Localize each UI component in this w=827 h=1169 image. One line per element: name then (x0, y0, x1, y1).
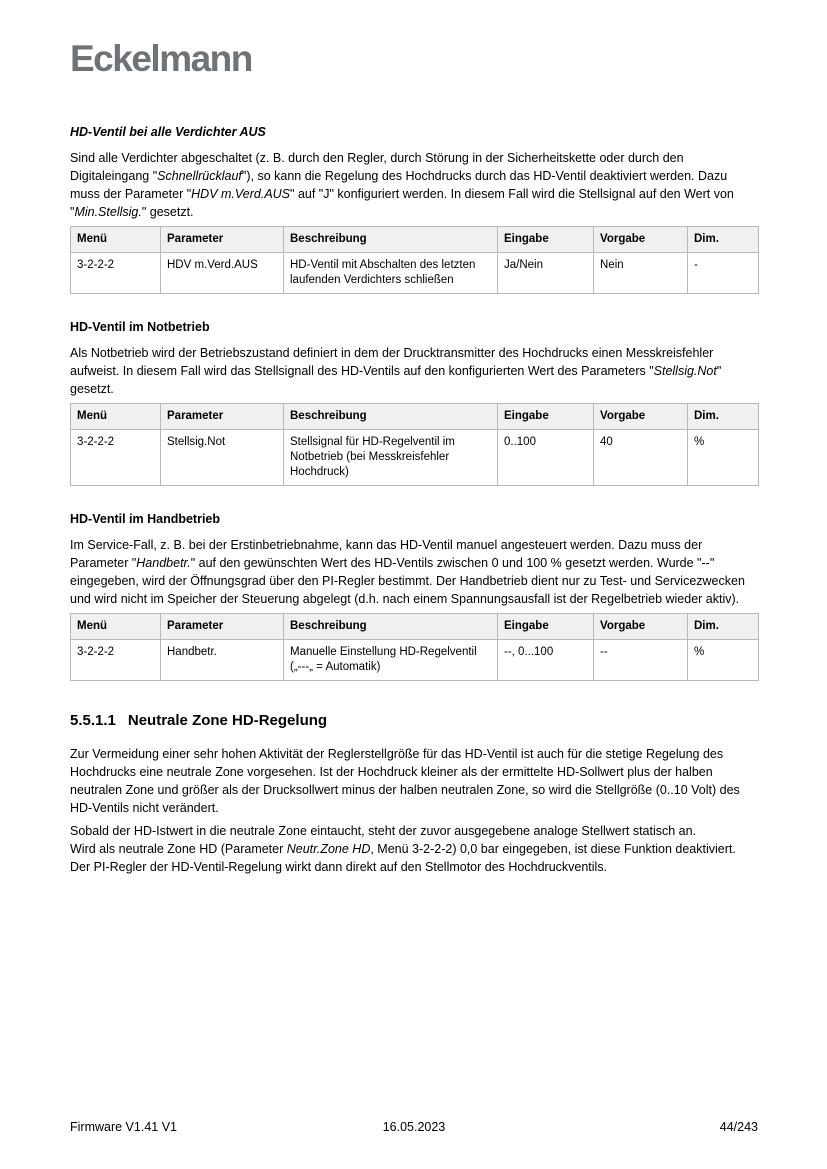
text-run: , Menü 3-2-2-2) 0,0 bar eingegeben, ist diese Funktion deaktiviert. Der PI-Regler der HD-Ventil-Regelung wirkt dann direkt auf den Stellmotor des Hochdruckventils. (70, 841, 736, 874)
cell-parameter: HDV m.Verd.AUS (161, 252, 284, 293)
text-run: Wird als neutrale Zone HD (Parameter (70, 841, 287, 856)
table-row (71, 429, 759, 485)
text-run: Im Service-Fall, z. B. bei der Erstinbetriebnahme, kann das HD-Ventil manuel angesteuert werden. Dazu muss der Parameter " (70, 537, 703, 570)
parameter-table (70, 403, 759, 486)
numbered-heading (70, 711, 758, 731)
heading-number: 5.5.1.1 (70, 711, 116, 729)
parameter-table (70, 226, 759, 294)
table-header-row (71, 226, 759, 252)
cell-eingabe: --, 0...100 (498, 639, 594, 680)
cell-beschreibung: HD-Ventil mit Abschalten des letzten laufenden Verdichters schließen (284, 252, 498, 293)
text-run: Als Notbetrieb wird der Betriebszustand definiert in dem der Drucktransmitter des Hochdrucks einen Messkreisfehler aufweist. In diesem Fall wird das Stellsignall des HD-Ventils auf den konfigurierten Wert des Parameters " (70, 345, 714, 378)
col-header-menu: Menü (71, 613, 161, 639)
section-paragraph (70, 536, 758, 608)
section-title: HD-Ventil bei alle Verdichter AUS (70, 124, 266, 139)
footer-date: 16.05.2023 (382, 1120, 446, 1134)
text-run: "), so kann die Regelung des Hochdrucks durch das HD-Ventil deaktiviert werden. Dazu muss der Parameter " (70, 168, 728, 201)
section-paragraph (70, 344, 758, 398)
table-row (71, 252, 759, 293)
col-header-dim: Dim. (688, 613, 759, 639)
text-run-italic: Schnellrücklauf (157, 168, 242, 183)
col-header-parameter: Parameter (161, 613, 284, 639)
cell-beschreibung: Manuelle Einstellung HD-Regelventil („---„ = Automatik) (284, 639, 498, 680)
footer-firmware-version: Firmware V1.41 V1 (70, 1120, 177, 1134)
table-header-row (71, 403, 759, 429)
cell-eingabe: 0..100 (498, 429, 594, 485)
section-paragraph (70, 840, 758, 876)
cell-vorgabe: -- (594, 639, 688, 680)
cell-menu: 3-2-2-2 (71, 252, 161, 293)
col-header-beschreibung: Beschreibung (284, 403, 498, 429)
cell-dim: % (688, 639, 759, 680)
section-hdv-handbetrieb (70, 510, 758, 681)
col-header-beschreibung: Beschreibung (284, 226, 498, 252)
text-run: " auf "J" konfiguriert werden. In diesem Fall wird die Stellsignal auf den Wert von " (70, 186, 734, 219)
page-footer (70, 1118, 758, 1136)
eckelmann-logo: Eckelmann (70, 38, 252, 79)
col-header-parameter: Parameter (161, 226, 284, 252)
text-run: " gesetzt. (141, 204, 194, 219)
col-header-menu: Menü (71, 403, 161, 429)
table-header-row (71, 613, 759, 639)
col-header-vorgabe: Vorgabe (594, 226, 688, 252)
text-run-italic: Neutr.Zone HD (286, 841, 371, 856)
col-header-eingabe: Eingabe (498, 403, 594, 429)
text-run-italic: Handbetr. (136, 555, 191, 570)
text-run-italic: Stellsig.Not (653, 363, 717, 378)
cell-parameter: Handbetr. (161, 639, 284, 680)
section-title: HD-Ventil im Notbetrieb (70, 319, 210, 334)
section-neutrale-zone (70, 711, 758, 876)
text-run: " gesetzt. (70, 363, 722, 396)
cell-dim: % (688, 429, 759, 485)
text-run-italic: Min.Stellsig. (74, 204, 142, 219)
section-hdv-notbetrieb (70, 318, 758, 486)
cell-beschreibung: Stellsignal für HD-Regelventil im Notbetrieb (bei Messkreisfehler Hochdruck) (284, 429, 498, 485)
section-hdv-verdichter-aus (70, 123, 758, 294)
cell-vorgabe: Nein (594, 252, 688, 293)
col-header-dim: Dim. (688, 226, 759, 252)
table-row (71, 639, 759, 680)
col-header-dim: Dim. (688, 403, 759, 429)
col-header-vorgabe: Vorgabe (594, 613, 688, 639)
col-header-beschreibung: Beschreibung (284, 613, 498, 639)
cell-dim: - (688, 252, 759, 293)
col-header-menu: Menü (71, 226, 161, 252)
col-header-parameter: Parameter (161, 403, 284, 429)
cell-parameter: Stellsig.Not (161, 429, 284, 485)
col-header-eingabe: Eingabe (498, 226, 594, 252)
col-header-eingabe: Eingabe (498, 613, 594, 639)
footer-page-number: 44/243 (719, 1120, 758, 1134)
page-content (70, 0, 758, 900)
cell-vorgabe: 40 (594, 429, 688, 485)
text-run: " auf den gewünschten Wert des HD-Ventils zwischen 0 und 100 % gesetzt werden. Wurde "--" eingegeben, wird der Öffnungsgrad über den PI-Regler bestimmt. Der Handbetrieb dient nur zu Test- und Servicezwecken und wird nicht im Speicher der Steuerung abgelegt (d.h. nach einem Spannungsausfall ist der Regelbetrieb wieder aktiv). (70, 555, 745, 606)
text-run: Sind alle Verdichter abgeschaltet (z. B. durch den Regler, durch Störung in der Sicherheitskette oder durch den Digitaleingang " (70, 150, 684, 183)
section-paragraph: Zur Vermeidung einer sehr hohen Aktivität der Reglerstellgröße für das HD-Ventil ist auch für die stetige Regelung des Hochdrucks eine neutrale Zone vorgesehen. Ist der Hochdruck kleiner als der ermittelte HD-Sollwert plus der halben neutralen Zone und größer als der Drucksollwert minus der halben neutralen Zone, so wird die Stellgröße (0..10 Volt) des HD-Ventils nicht verändert. (70, 746, 740, 815)
text-run-italic: HDV m.Verd.AUS (191, 186, 291, 201)
section-title: HD-Ventil im Handbetrieb (70, 511, 221, 526)
parameter-table (70, 613, 759, 681)
col-header-vorgabe: Vorgabe (594, 403, 688, 429)
cell-menu: 3-2-2-2 (71, 429, 161, 485)
section-paragraph: Sobald der HD-Istwert in die neutrale Zone eintaucht, steht der zuvor ausgegebene analoge Stellwert statisch an. (70, 823, 697, 838)
cell-eingabe: Ja/Nein (498, 252, 594, 293)
section-paragraph (70, 149, 758, 221)
cell-menu: 3-2-2-2 (71, 639, 161, 680)
heading-title: Neutrale Zone HD-Regelung (127, 711, 328, 729)
